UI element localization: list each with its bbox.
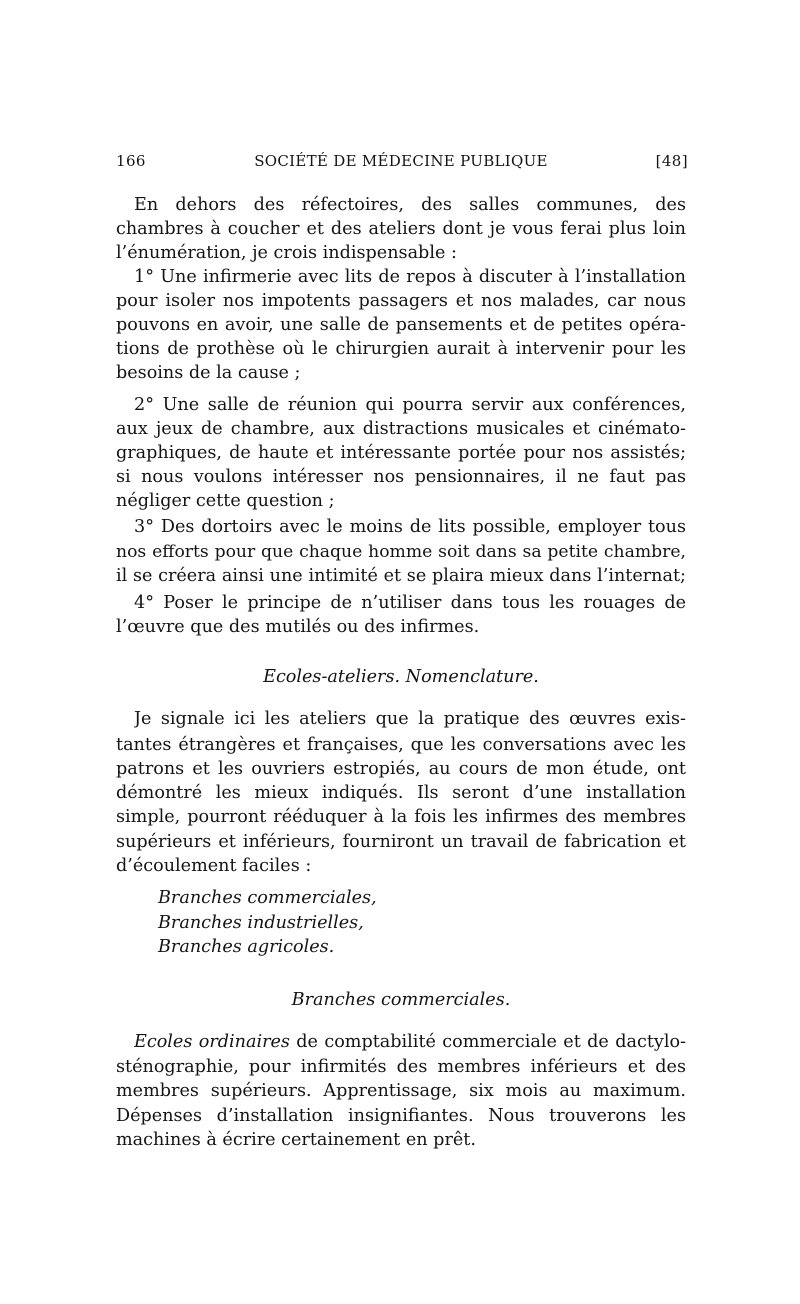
text-line: pour isoler nos impotents passagers et nos malades, car nous [116,291,686,311]
text-line [134,1030,686,1054]
text-line: tions de prothèse où le chirurgien aurait à intervenir pour les [116,339,686,359]
text-line: Dépenses d’installation insignifiantes. Nous trouverons les [116,1106,686,1126]
text-line: 3° Des dortoirs avec le moins de lits possible, employer tous [134,517,686,537]
list-item: Branches agricoles. [158,937,335,957]
text-line: si nous voulons intéresser nos pensionnaires, il ne faut pas [116,467,686,487]
section-reference: [48] [655,152,688,170]
text-line: Je signale ici les ateliers que la pratique des œuvres exis- [134,709,686,729]
text-line: l’œuvre que des mutilés ou des infirmes. [116,617,480,637]
text-line: tantes étrangères et françaises, que les conversations avec les [116,735,686,755]
page-header [114,152,688,174]
text-line: machines à écrire certainement en prêt. [116,1130,476,1150]
page-number: 166 [116,152,146,170]
text-line: aux jeux de chambre, aux distractions musicales et cinémato- [116,419,686,439]
text-line: nos efforts pour que chaque homme soit dans sa petite chambre, [116,542,686,562]
emphasis-text: Ecoles ordinaires [134,1032,290,1052]
text-line: 1° Une infirmerie avec lits de repos à discuter à l’installation [134,267,686,287]
text-line: 4° Poser le principe de n’utiliser dans tous les rouages de [134,593,686,613]
text-line: besoins de la cause ; [116,363,301,383]
text-line: simple, pourront rééduquer à la fois les infirmes des membres [116,807,686,827]
text-line: membres supérieurs. Apprentissage, six mois au maximum. [116,1081,686,1101]
text-line: supérieurs et inférieurs, fourniront un travail de fabrication et [116,832,686,852]
text-line: patrons et les ouvriers estropiés, au cours de mon étude, ont [116,759,686,779]
text-line: d’écoulement faciles : [116,856,312,876]
list-item: Branches commerciales, [158,888,377,908]
text-line: graphiques, de haute et intéressante portée pour nos assistés; [116,443,686,463]
text-line: chambres à coucher et des ateliers dont je vous ferai plus loin [116,219,686,239]
text-line: il se créera ainsi une intimité et se plaira mieux dans l’internat; [116,566,686,586]
text-line: 2° Une salle de réunion qui pourra servir aux conférences, [134,395,686,415]
text-line: En dehors des réfectoires, des salles communes, des [134,195,686,215]
text-span: de comptabilité commerciale et de dactylo- [289,1032,686,1052]
section-heading: Branches commerciales. [291,990,511,1010]
text-line: pouvons en avoir, une salle de pansements et de petites opéra- [116,315,686,335]
text-line: sténographie, pour infirmités des membres inférieurs et des [116,1057,686,1077]
list-item: Branches industrielles, [158,913,364,933]
running-title: SOCIÉTÉ DE MÉDECINE PUBLIQUE [254,152,548,170]
text-line: démontré les mieux indiqués. Ils seront d’une installation [116,783,686,803]
section-heading: Ecoles-ateliers. Nomenclature. [263,667,539,687]
text-line: l’énumération, je crois indispensable : [116,243,457,263]
text-line: négliger cette question ; [116,491,335,511]
